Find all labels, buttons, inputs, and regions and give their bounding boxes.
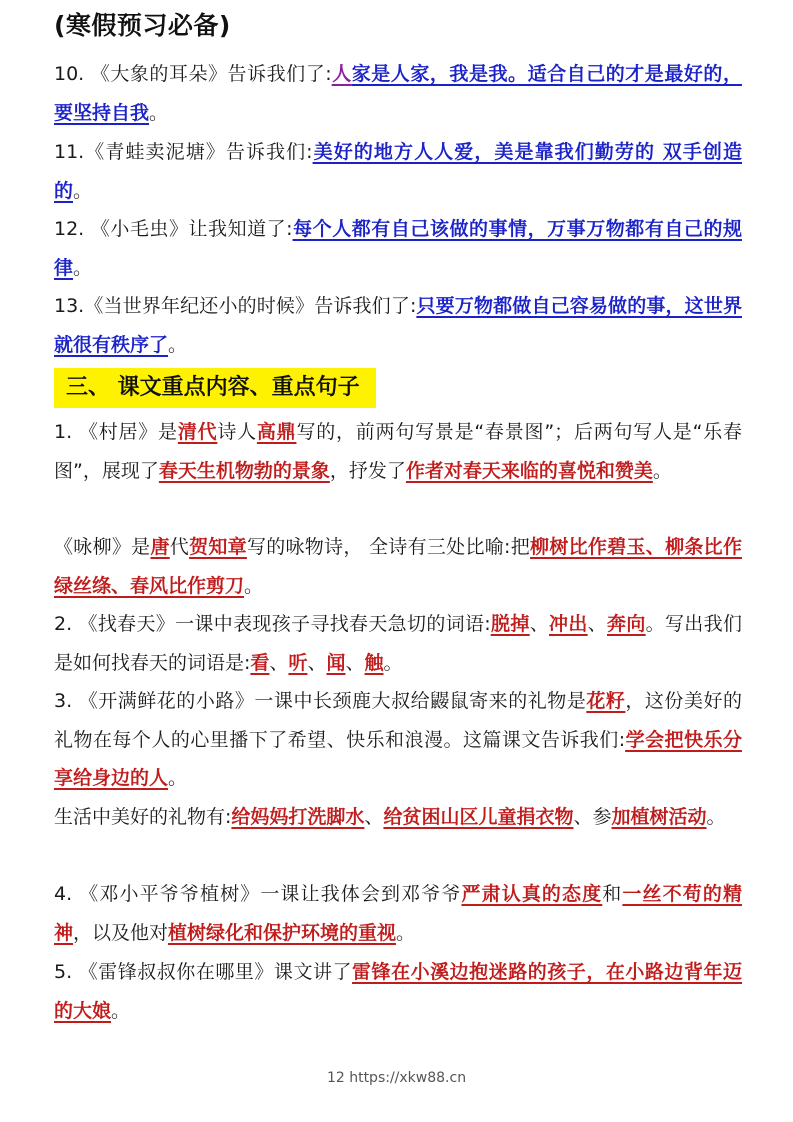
highlighted-answer: 听	[288, 651, 308, 674]
text-segment: 。	[244, 574, 264, 597]
text-segment: ，这份美好的礼物在每个人的心里播下了希望、快乐和浪漫。这篇课文告诉我们:	[54, 690, 742, 751]
text-segment: 10. 《大象的耳朵》告诉我们了:	[54, 63, 332, 85]
paragraph-deng-xiaoping	[54, 875, 742, 952]
text-segment: 。	[168, 767, 188, 789]
text-segment: 2. 《找春天》一课中表现孩子寻找春天急切的词语:	[54, 613, 491, 635]
paragraph-flower-road	[54, 682, 742, 798]
highlighted-answer: 只要万物都做自己容易做的事，这世界就很有秩序了	[54, 295, 742, 356]
highlighted-answer: 植树绿化和保护环境的重视	[168, 921, 397, 944]
text-segment: 。	[149, 101, 169, 124]
text-segment: 。	[73, 256, 93, 279]
section-heading: 三、 课文重点内容、重点句子	[54, 368, 376, 408]
text-segment: 。写出我们是如何找春天的词语是:	[54, 613, 742, 674]
paragraph-10	[54, 55, 742, 132]
text-segment: 13.《当世界年纪还小的时候》告诉我们了:	[54, 295, 417, 317]
highlighted-answer: 人	[331, 63, 352, 85]
highlighted-answer: 春天生机物勃的景象	[158, 459, 330, 482]
highlighted-answer: 唐	[150, 536, 170, 558]
text-segment: 11.《青蛙卖泥塘》告诉我们:	[54, 141, 313, 163]
highlighted-answer: 触	[364, 651, 384, 674]
text-segment: ，以及他对	[73, 921, 169, 944]
text-segment: 。	[383, 651, 403, 674]
text-segment: ，抒发了	[329, 459, 406, 482]
text-segment: 写的咏物诗， 全诗有三处比喻:把	[246, 536, 531, 558]
highlighted-answer: 闻	[326, 651, 346, 674]
paragraph-11	[54, 133, 742, 210]
paragraph-zhao-chun-tian	[54, 605, 742, 682]
text-segment: 代	[169, 536, 190, 558]
paragraph-lei-feng	[54, 953, 742, 1030]
text-segment: 、	[345, 651, 365, 674]
highlighted-answer: 一丝不苟的精神	[54, 883, 742, 944]
highlighted-answer: 奔向	[607, 613, 646, 635]
highlighted-answer: 贺知章	[189, 536, 247, 558]
text-segment: 生活中美好的礼物有:	[54, 806, 232, 828]
highlighted-answer: 清代	[177, 421, 218, 443]
text-segment: 诗人	[217, 421, 257, 443]
text-segment: 4. 《邓小平爷爷植树》一课让我体会到邓爷爷	[54, 883, 462, 905]
paragraph-12	[54, 210, 742, 287]
highlighted-answer: 看	[250, 651, 270, 674]
paragraph-yong-liu	[54, 528, 742, 605]
paragraph-cun-ju	[54, 413, 742, 490]
highlighted-answer: 学会把快乐分享给身边的人	[54, 728, 742, 789]
highlighted-answer: 每个人都有自己该做的事情，万事万物都有自己的规律	[54, 218, 742, 279]
text-segment: 。	[73, 179, 93, 202]
highlighted-answer: 给妈妈打洗脚水	[231, 806, 365, 828]
paragraph-gifts	[54, 798, 742, 837]
text-segment: 、	[364, 806, 384, 828]
text-segment: 。	[706, 806, 726, 828]
highlighted-answer: 脱掉	[490, 613, 530, 635]
text-segment: 、	[269, 651, 289, 674]
highlighted-answer: 加植树活动	[611, 806, 707, 828]
highlighted-answer: 给贫困山区儿童捐衣物	[383, 806, 574, 828]
text-segment: 《咏柳》是	[54, 536, 151, 558]
text-segment: 。	[396, 921, 416, 944]
highlighted-answer: 雷锋在小溪边抱迷路的孩子，在小路边背年迈的大娘	[54, 961, 742, 1022]
text-segment: 1. 《村居》是	[54, 421, 178, 443]
highlighted-answer: 高鼎	[256, 421, 297, 443]
text-segment: 。	[111, 999, 131, 1022]
highlighted-answer: 家是人家，我是我。适合自己的才是最好的，要坚持自我	[54, 63, 742, 124]
paragraph-13	[54, 287, 742, 364]
text-segment: 写的，前两句写景是“春景图”；后两句写人是“乐春图”，展现了	[54, 421, 742, 482]
text-segment: 、	[307, 651, 327, 674]
text-segment: 。	[168, 333, 188, 356]
text-segment: 。	[652, 459, 672, 482]
text-segment: 12. 《小毛虫》让我知道了:	[54, 218, 293, 240]
highlighted-answer: 美好的地方人人爱，美是靠我们勤劳的 双手创造的	[54, 141, 742, 202]
highlighted-answer: 作者对春天来临的喜悦和赞美	[405, 459, 653, 482]
text-segment: 3. 《开满鲜花的小路》一课中长颈鹿大叔给鼹鼠寄来的礼物是	[54, 690, 587, 712]
page-title: (寒假预习必备)	[54, 11, 231, 40]
text-segment: 、参	[573, 806, 612, 828]
text-segment: 、	[587, 613, 607, 635]
highlighted-answer: 柳树比作碧玉、柳条比作绿丝绦、春风比作剪刀	[54, 536, 742, 597]
highlighted-answer: 冲出	[549, 613, 588, 635]
highlighted-answer: 严肃认真的态度	[461, 883, 603, 905]
highlighted-answer: 花籽	[586, 690, 626, 712]
text-segment: 和	[602, 883, 623, 905]
text-segment: 5. 《雷锋叔叔你在哪里》课文讲了	[54, 961, 353, 983]
text-segment: 、	[529, 613, 550, 635]
page-footer: 12 https://xkw88.cn	[326, 1070, 467, 1086]
